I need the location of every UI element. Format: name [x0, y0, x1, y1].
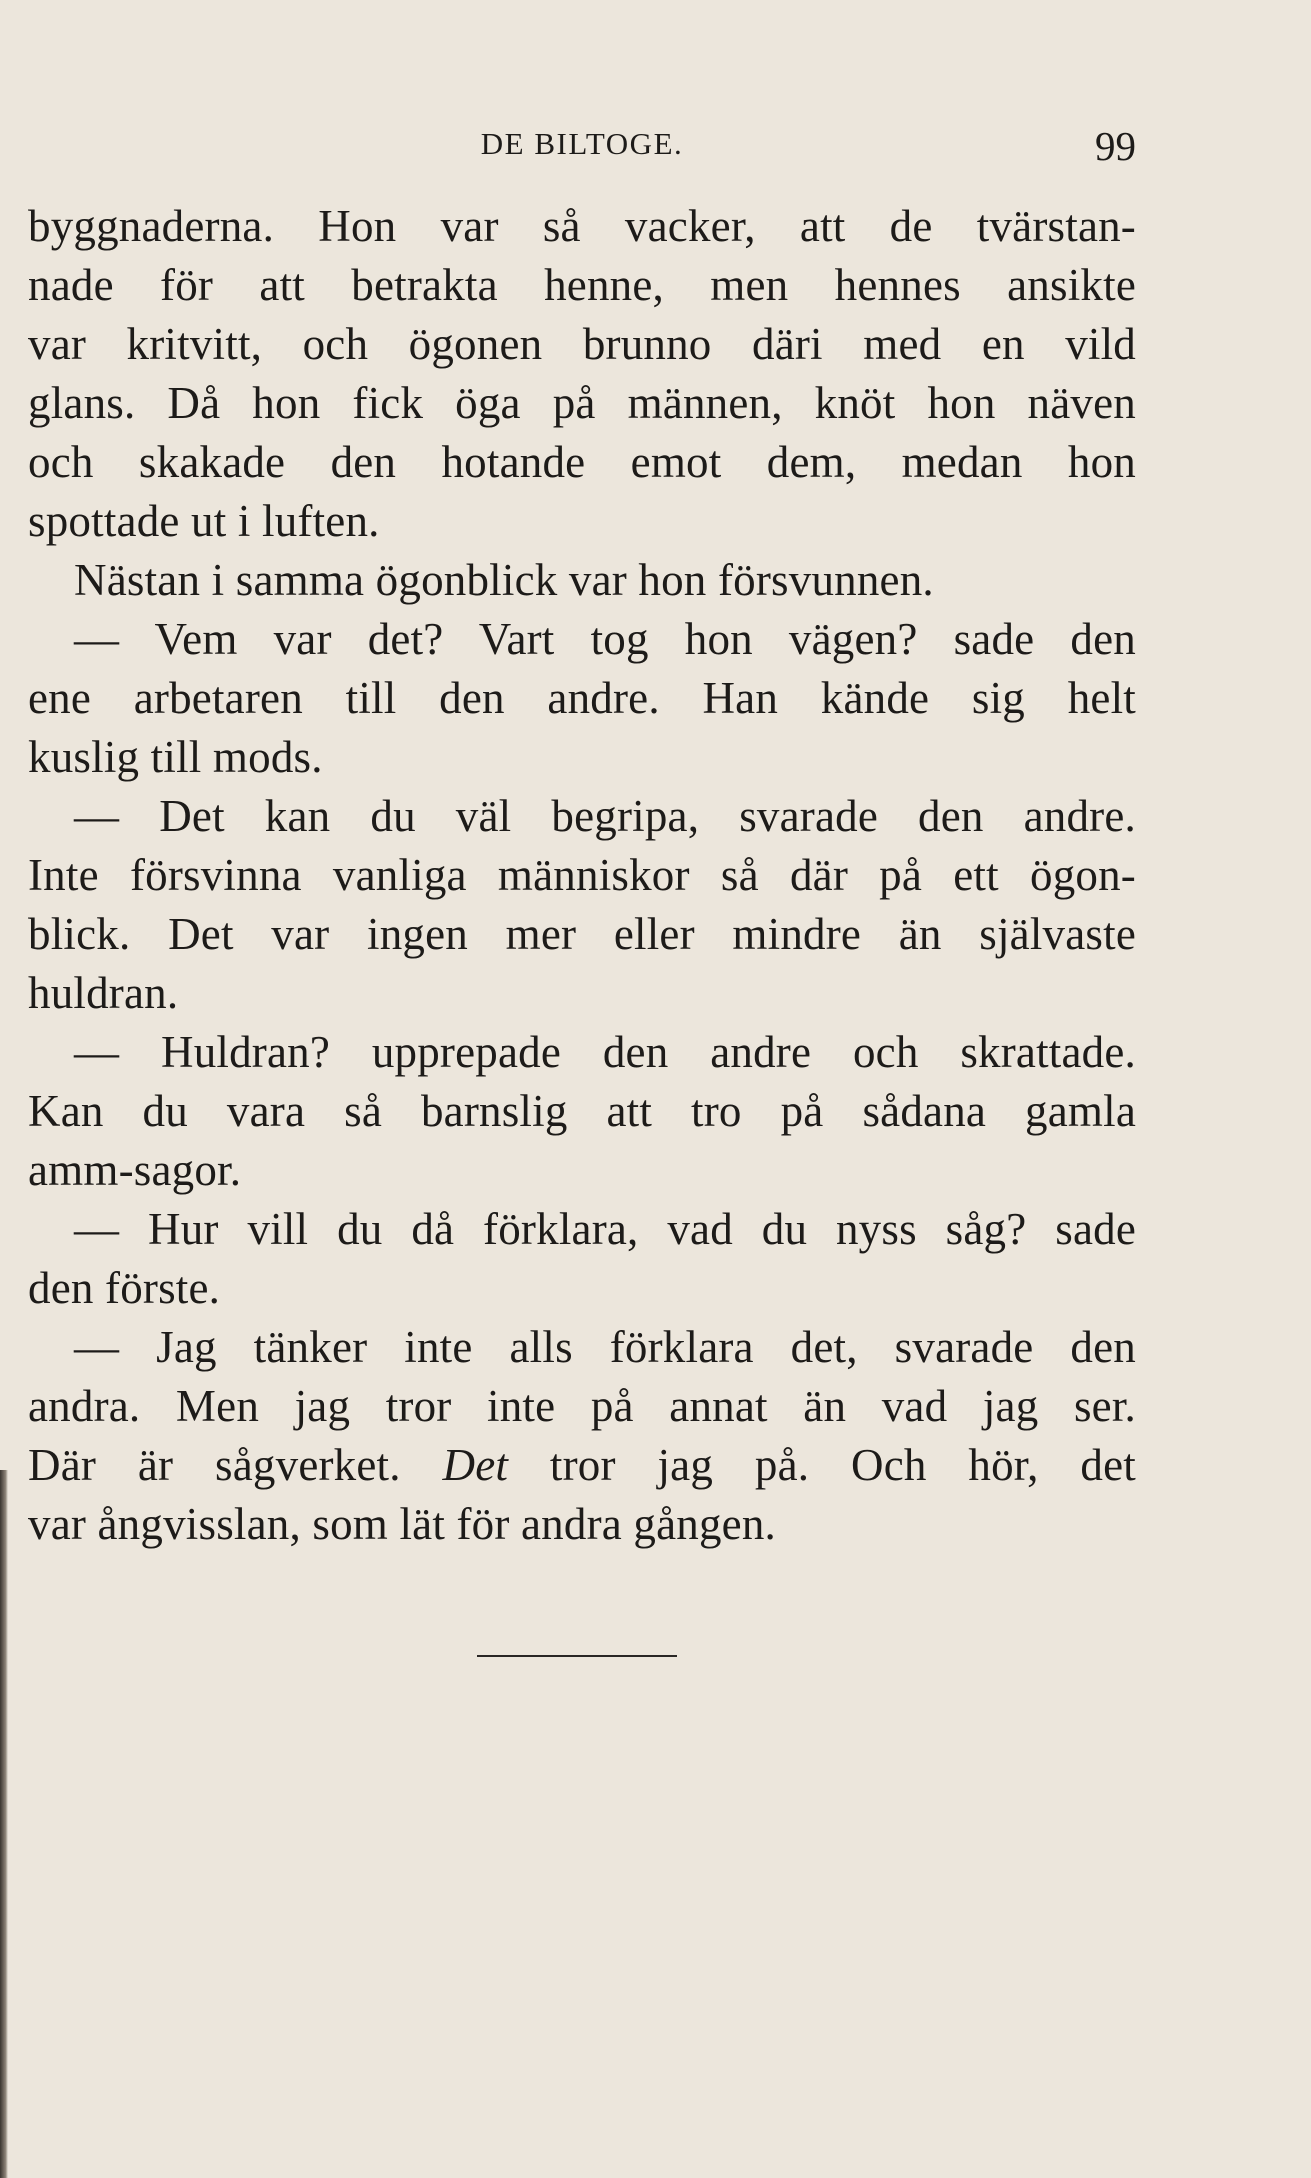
text-line: — Jag tänker inte alls förklara det, svarade den: [74, 1322, 1136, 1372]
text-line: var kritvitt, och ögonen brunno däri med en vild: [28, 319, 1136, 369]
text-line: Inte försvinna vanliga människor så där på ett ögon-: [28, 850, 1136, 900]
running-header: [28, 122, 1136, 170]
text-line: och skakade den hotande emot dem, medan hon: [28, 437, 1136, 487]
text-line: — Huldran? upprepade den andre och skrattade.: [74, 1027, 1136, 1077]
text-line: var ångvisslan, som lät för andra gången.: [28, 1499, 776, 1549]
page-edge-shadow: [0, 1470, 8, 2178]
text-line: — Vem var det? Vart tog hon vägen? sade den: [74, 614, 1136, 664]
text-line: glans. Då hon fick öga på männen, knöt hon näven: [28, 378, 1136, 428]
text-line: den förste.: [28, 1263, 221, 1313]
page-number: 99: [1095, 123, 1136, 169]
text-line: nade för att betrakta henne, men hennes ansikte: [28, 260, 1136, 310]
text-line: huldran.: [28, 968, 179, 1018]
text-line: [28, 1436, 1136, 1495]
italic-emphasis: Det: [442, 1440, 509, 1490]
text-line: ene arbetaren till den andre. Han kände sig helt: [28, 673, 1136, 723]
running-title: DE BILTOGE.: [480, 126, 684, 161]
text-line: spottade ut i luften.: [28, 496, 380, 546]
text-line: amm-sagor.: [28, 1145, 242, 1195]
text-line: — Det kan du väl begripa, svarade den andre.: [74, 791, 1136, 841]
text-segment: tror jag på. Och hör, det: [508, 1440, 1136, 1490]
text-line: kuslig till mods.: [28, 732, 323, 782]
text-line: andra. Men jag tror inte på annat än vad jag ser.: [28, 1381, 1136, 1431]
text-line: blick. Det var ingen mer eller mindre än självaste: [28, 909, 1136, 959]
text-line: byggnaderna. Hon var så vacker, att de tvärstan-: [28, 201, 1136, 251]
body-text: [28, 197, 1136, 1554]
section-divider-rule: [477, 1655, 677, 1657]
text-line: — Hur vill du då förklara, vad du nyss såg? sade: [74, 1204, 1136, 1254]
text-line: Nästan i samma ögonblick var hon försvunnen.: [74, 555, 934, 605]
text-line: Kan du vara så barnslig att tro på sådana gamla: [28, 1086, 1136, 1136]
text-segment: Där är sågverket.: [28, 1440, 443, 1490]
